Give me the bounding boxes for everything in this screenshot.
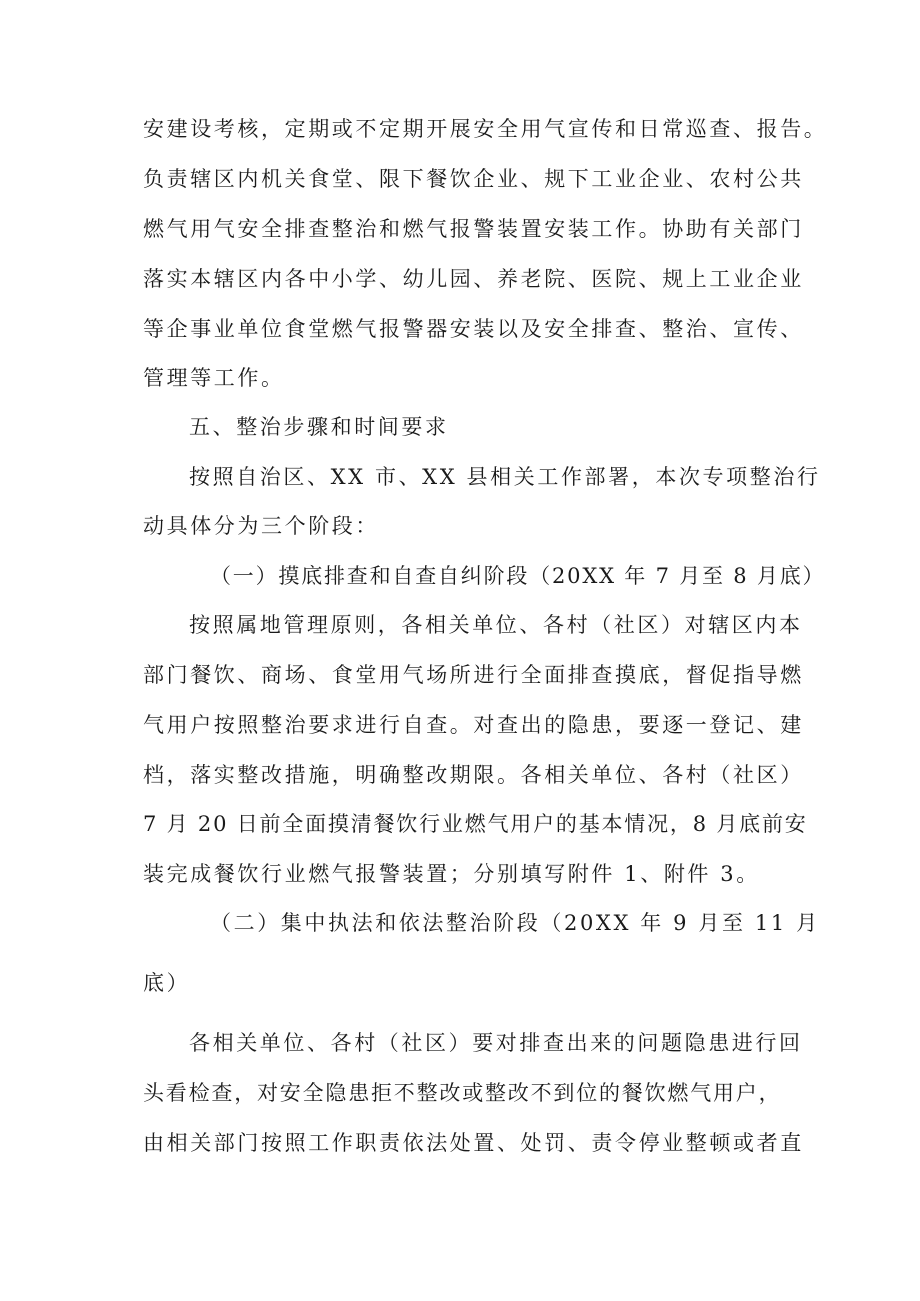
paragraph-line: 部门餐饮、商场、食堂用气场所进行全面排查摸底，督促指导燃	[143, 663, 804, 687]
paragraph-line: 由相关部门按照工作职责依法处置、处罚、责令停业整顿或者直	[143, 1131, 804, 1155]
paragraph-line: 档，落实整改措施，明确整改期限。各相关单位、各村（社区）	[143, 763, 804, 787]
paragraph-line: 各相关单位、各村（社区）要对排查出来的问题隐患进行回	[189, 1031, 803, 1055]
subsection-heading: （二）集中执法和依法整治阶段（20XX 年 9 月至 11 月	[210, 911, 820, 935]
subsection-heading: （一）摸底排查和自查自纠阶段（20XX 年 7 月至 8 月底）	[210, 564, 826, 588]
paragraph-line: 管理等工作。	[143, 366, 285, 390]
paragraph-line: 按照属地管理原则，各相关单位、各村（社区）对辖区内本	[189, 613, 803, 637]
paragraph-line: 装完成餐饮行业燃气报警装置；分别填写附件 1、附件 3。	[143, 862, 760, 886]
paragraph-line: 安建设考核，定期或不定期开展安全用气宣传和日常巡查、报告。	[143, 117, 828, 141]
paragraph-line: 等企事业单位食堂燃气报警器安装以及安全排查、整治、宣传、	[143, 317, 804, 341]
paragraph-line: 7 月 20 日前全面摸清餐饮行业燃气用户的基本情况，8 月底前安	[143, 812, 808, 836]
paragraph-line: 落实本辖区内各中小学、幼儿园、养老院、医院、规上工业企业	[143, 267, 804, 291]
paragraph-line: 头看检查，对安全隐患拒不整改或整改不到位的餐饮燃气用户，	[143, 1081, 782, 1105]
paragraph-line: 按照自治区、XX 市、XX 县相关工作部署，本次专项整治行	[189, 465, 821, 489]
section-heading: 五、整治步骤和时间要求	[189, 415, 449, 439]
paragraph-line: 燃气用气安全排查整治和燃气报警装置安装工作。协助有关部门	[143, 217, 804, 241]
paragraph-line: 动具体分为三个阶段：	[143, 514, 379, 538]
paragraph-line: 气用户按照整治要求进行自查。对查出的隐患，要逐一登记、建	[143, 713, 804, 737]
subsection-heading-continued: 底）	[143, 971, 191, 995]
paragraph-line: 负责辖区内机关食堂、限下餐饮企业、规下工业企业、农村公共	[143, 167, 804, 191]
